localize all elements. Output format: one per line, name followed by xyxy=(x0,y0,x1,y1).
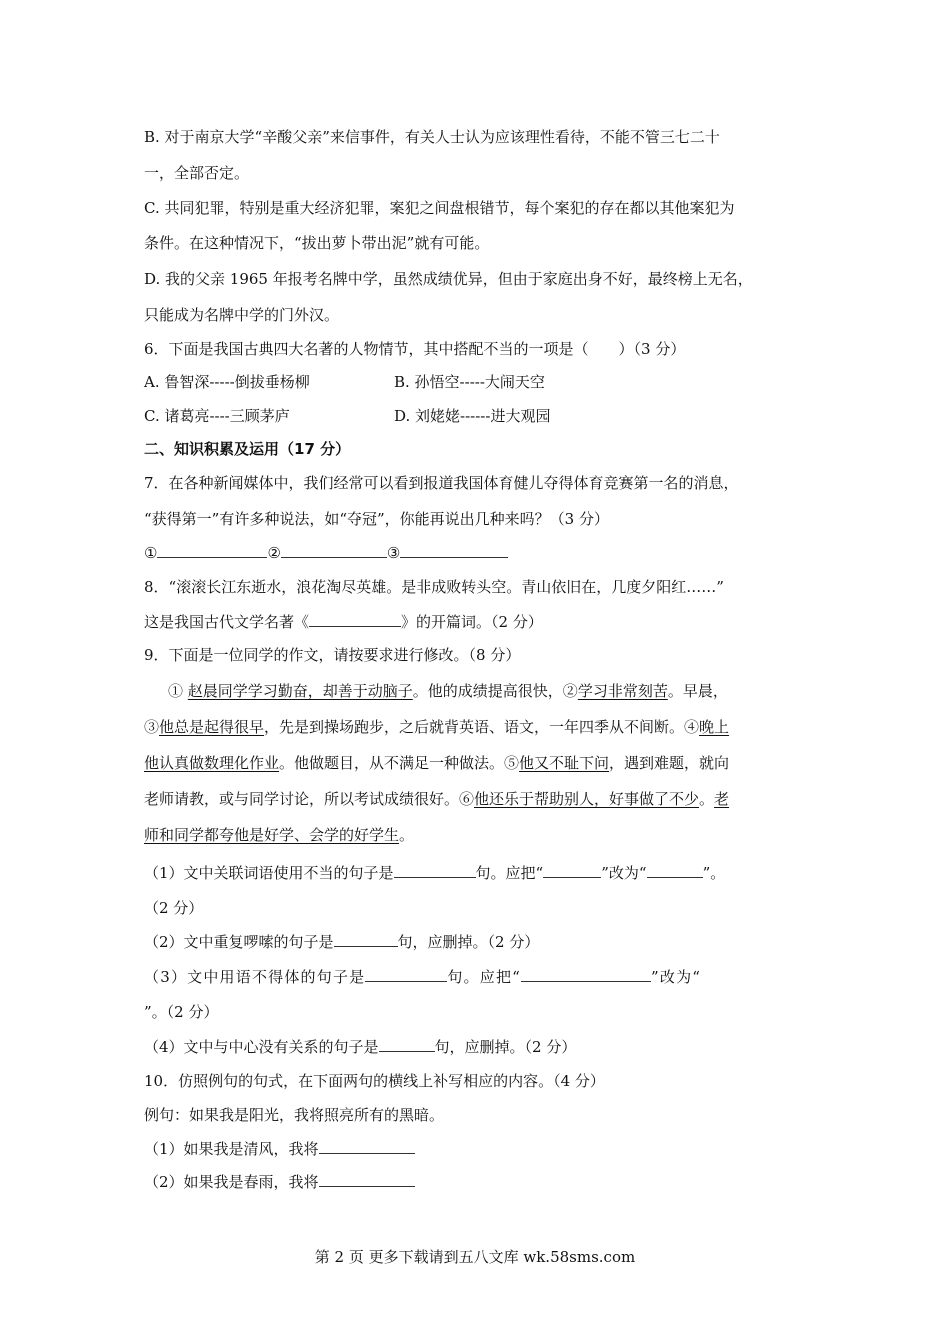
q8-line2 xyxy=(144,611,820,633)
q8-book-blank[interactable] xyxy=(309,612,401,627)
essay-text: 老师请教，或与同学讨论，所以考试成绩很好。⑥ xyxy=(144,790,475,808)
essay-underlined: 赵晨同学学习勤奋，却善于动脑子 xyxy=(187,682,413,700)
essay-text: 。早晨， xyxy=(667,682,728,700)
q9-essay-line2 xyxy=(144,716,820,738)
essay-text: 。他做题目，从不满足一种做法。⑤ xyxy=(279,754,520,772)
page-footer: 第 2 页 更多下载请到五八文库 wk.58sms.com xyxy=(314,1248,636,1266)
q6-option-c: C. 诸葛亮----三顾茅庐 xyxy=(144,407,290,425)
q5-option-b-line1: B. 对于南京大学“辛酸父亲”来信事件，有关人士认为应该理性看待，不能不管三七二十 xyxy=(144,128,720,146)
sub2-text: 句，应删掉。（2 分） xyxy=(397,933,540,951)
q7-marker-1: ① xyxy=(144,544,158,562)
q6-options-row2 xyxy=(144,405,820,427)
q5-option-c-line1: C. 共同犯罪，特别是重大经济犯罪，案犯之间盘根错节，每个案犯的存在都以其他案犯为 xyxy=(144,199,735,217)
sub3-blank-sentence[interactable] xyxy=(365,967,447,982)
sub2-blank[interactable] xyxy=(334,932,398,947)
q5-option-d-line1: D. 我的父亲 1965 年报考名牌中学，虽然成绩优异，但由于家庭出身不好，最终榜上无名， xyxy=(144,270,753,288)
q9-sub1 xyxy=(144,862,820,884)
q9-sub3-end: ”。（2 分） xyxy=(144,1003,219,1021)
essay-text: ，先是到操场跑步，之后就背英语、语文，一年四季从不间断。④ xyxy=(264,718,700,736)
sub1-blank-sentence[interactable] xyxy=(394,863,476,878)
sub2-text: （2）文中重复啰嗦的句子是 xyxy=(144,933,334,951)
sub4-blank[interactable] xyxy=(379,1037,435,1052)
section-2-title: 二、知识积累及运用（17 分） xyxy=(144,440,351,458)
essay-underlined: 老 xyxy=(714,790,730,808)
q9-sub3 xyxy=(144,966,820,988)
q10-sub2-blank[interactable] xyxy=(319,1172,415,1187)
sub3-text: （3）文中用语不得体的句子是 xyxy=(144,968,366,986)
sub4-text: 句，应删掉。（2 分） xyxy=(434,1038,577,1056)
sub3-text: ”改为“ xyxy=(651,968,702,986)
essay-underlined: 他认真做数理化作业 xyxy=(144,754,280,772)
essay-underlined: 晚上 xyxy=(699,718,730,736)
q5-option-c-line2: 条件。在这种情况下，“拔出萝卜带出泥”就有可能。 xyxy=(144,234,490,252)
q7-marker-3: ③ xyxy=(386,544,401,562)
q9-sub2 xyxy=(144,931,820,953)
q7-answers xyxy=(144,542,820,564)
q7-marker-2: ② xyxy=(267,544,281,562)
essay-underlined: 他总是起得很早 xyxy=(159,718,265,736)
q7-line1: 7．在各种新闻媒体中，我们经常可以看到报道我国体育健儿夺得体育竞赛第一名的消息， xyxy=(144,474,739,492)
sub1-blank-to[interactable] xyxy=(647,863,703,878)
sub1-text: ”。 xyxy=(702,864,726,882)
q10-sub1-blank[interactable] xyxy=(319,1139,415,1154)
q7-blank-1[interactable] xyxy=(157,543,267,558)
essay-text: ③ xyxy=(144,718,160,736)
sub1-text: 句。应把“ xyxy=(475,864,544,882)
q6-stem: 6．下面是我国古典四大名著的人物情节，其中搭配不当的一项是（ ）（3 分） xyxy=(144,340,686,358)
sub1-blank-from[interactable] xyxy=(543,863,601,878)
q9-sub4 xyxy=(144,1036,820,1058)
essay-underlined: 学习非常刻苦 xyxy=(577,682,668,700)
q9-stem: 9．下面是一位同学的作文，请按要求进行修改。（8 分） xyxy=(144,646,521,664)
q10-sub1 xyxy=(144,1138,820,1160)
essay-text: ，遇到难题，就向 xyxy=(609,754,730,772)
essay-underlined: 师和同学都夸他是好学、会学的好学生 xyxy=(144,826,400,844)
q10-stem: 10．仿照例句的句式，在下面两句的横线上补写相应的内容。（4 分） xyxy=(144,1072,605,1090)
q10-sub2 xyxy=(144,1171,820,1193)
q7-blank-3[interactable] xyxy=(400,543,508,558)
q8-post: 》的开篇词。（2 分） xyxy=(401,613,543,631)
q8-pre: 这是我国古代文学名著《 xyxy=(144,613,310,631)
q10-sub2-text: （2）如果我是春雨，我将 xyxy=(144,1173,319,1191)
q9-essay-line1 xyxy=(168,680,820,702)
essay-underlined: 他又不耻下问 xyxy=(519,754,610,772)
q9-essay-line5 xyxy=(144,824,820,846)
essay-text: ① xyxy=(168,682,188,700)
essay-text: 。 xyxy=(399,826,415,844)
sub3-text: 句。应把“ xyxy=(447,968,522,986)
sub4-text: （4）文中与中心没有关系的句子是 xyxy=(144,1038,379,1056)
q10-sub1-text: （1）如果我是清风，我将 xyxy=(144,1140,319,1158)
q9-essay-line3 xyxy=(144,752,820,774)
essay-text: 。他的成绩提高很快，② xyxy=(412,682,578,700)
essay-text: 。 xyxy=(699,790,715,808)
q9-sub1-score: （2 分） xyxy=(144,899,204,917)
q7-line2: “获得第一”有许多种说法，如“夺冠”，你能再说出几种来吗？（3 分） xyxy=(144,510,609,528)
q6-options-row1 xyxy=(144,371,820,393)
q5-option-d-line2: 只能成为名牌中学的门外汉。 xyxy=(144,306,340,324)
sub3-blank-from[interactable] xyxy=(521,967,651,982)
q6-option-b: B. 孙悟空-----大闹天空 xyxy=(394,373,545,391)
q9-essay-line4 xyxy=(144,788,820,810)
q8-line1: 8．“滚滚长江东逝水，浪花淘尽英雄。是非成败转头空。青山依旧在，几度夕阳红……” xyxy=(144,578,724,596)
q6-option-a: A. 鲁智深-----倒拔垂杨柳 xyxy=(144,373,310,391)
essay-underlined: 他还乐于帮助别人，好事做了不少 xyxy=(474,790,700,808)
q5-option-b-line2: 一，全部否定。 xyxy=(144,164,250,182)
sub1-text: ”改为“ xyxy=(601,864,647,882)
q10-example: 例句：如果我是阳光，我将照亮所有的黑暗。 xyxy=(144,1106,445,1124)
q6-option-d: D. 刘姥姥------进大观园 xyxy=(394,407,551,425)
sub1-text: （1）文中关联词语使用不当的句子是 xyxy=(144,864,394,882)
q7-blank-2[interactable] xyxy=(281,543,387,558)
